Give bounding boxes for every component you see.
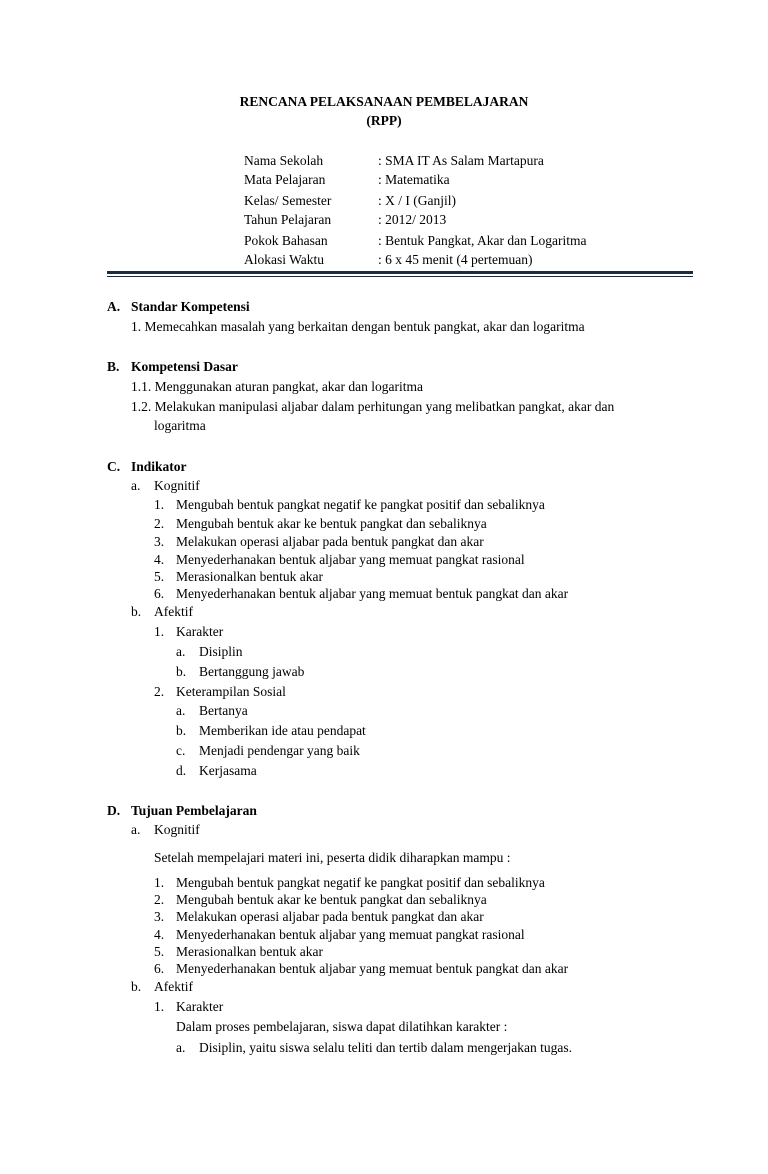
subsection-label: Keterampilan Sosial [176,684,286,699]
list-item: Memberikan ide atau pendapat [199,723,366,738]
info-label: Tahun Pelajaran [244,212,332,227]
document-subtitle: (RPP) [366,113,402,128]
list-number: 5. [154,569,165,584]
subsection-label: Kognitif [154,822,200,837]
section-b-item: 1.1. Menggunakan aturan pangkat, akar dan logaritma [131,379,424,394]
list-marker: b. [131,604,142,619]
list-number: b. [176,664,187,679]
list-item: Kerjasama [199,763,257,778]
list-number: 6. [154,961,165,976]
header-divider [107,271,693,274]
list-item: Merasionalkan bentuk akar [176,569,323,584]
list-number: 3. [154,534,165,549]
section-d-letter: D. [107,803,121,818]
subsection-label: Karakter [176,624,224,639]
list-item: Menyederhanakan bentuk aljabar yang memuat pangkat rasional [176,927,525,942]
list-number: d. [176,763,187,778]
list-number: 1. [154,999,165,1014]
subsection-label: Afektif [154,604,193,619]
list-number: 2. [154,892,165,907]
list-number: a. [176,644,186,659]
subsection-label: Karakter [176,999,224,1014]
list-item: Bertanya [199,703,248,718]
section-b-title: Kompetensi Dasar [131,359,238,374]
intro-text: Dalam proses pembelajaran, siswa dapat dilatihkan karakter : [176,1019,508,1034]
info-label: Nama Sekolah [244,153,324,168]
list-number: b. [176,723,187,738]
info-label: Kelas/ Semester [244,193,332,208]
info-value: : Bentuk Pangkat, Akar dan Logaritma [378,233,587,248]
list-item: Mengubah bentuk akar ke bentuk pangkat dan sebaliknya [176,516,487,531]
section-a-letter: A. [107,299,121,314]
list-number: 3. [154,909,165,924]
list-item: Mengubah bentuk akar ke bentuk pangkat dan sebaliknya [176,892,487,907]
list-number: 5. [154,944,165,959]
section-a-item: 1. Memecahkan masalah yang berkaitan dengan bentuk pangkat, akar dan logaritma [131,319,585,334]
subsection-label: Kognitif [154,478,200,493]
list-number: 6. [154,586,165,601]
list-number: 4. [154,927,165,942]
section-b-item-cont: logaritma [154,418,206,433]
info-value: : X / I (Ganjil) [378,193,456,208]
list-item: Menyederhanakan bentuk aljabar yang memuat bentuk pangkat dan akar [176,586,569,601]
list-number: 2. [154,516,165,531]
intro-text: Setelah mempelajari materi ini, peserta didik diharapkan mampu : [154,850,511,865]
section-c-title: Indikator [131,459,187,474]
list-number: 1. [154,497,165,512]
list-item: Melakukan operasi aljabar pada bentuk pangkat dan akar [176,534,484,549]
list-item: Disiplin, yaitu siswa selalu teliti dan tertib dalam mengerjakan tugas. [199,1040,573,1055]
list-item: Merasionalkan bentuk akar [176,944,323,959]
list-item: Melakukan operasi aljabar pada bentuk pangkat dan akar [176,909,484,924]
info-label: Alokasi Waktu [244,252,325,267]
section-b-letter: B. [107,359,120,374]
section-b-item: 1.2. Melakukan manipulasi aljabar dalam perhitungan yang melibatkan pangkat, akar dan [131,399,615,414]
list-item: Menjadi pendengar yang baik [199,743,360,758]
section-a-title: Standar Kompetensi [131,299,250,314]
info-label: Mata Pelajaran [244,172,326,187]
list-item: Mengubah bentuk pangkat negatif ke pangkat positif dan sebaliknya [176,875,545,890]
list-number: 1. [154,624,165,639]
list-marker: a. [131,478,141,493]
list-number: 4. [154,552,165,567]
info-value: : Matematika [378,172,450,187]
list-number: a. [176,703,186,718]
info-value: : 6 x 45 menit (4 pertemuan) [378,252,533,267]
info-value: : SMA IT As Salam Martapura [378,153,544,168]
section-c-letter: C. [107,459,121,474]
header-divider-thin [107,276,693,277]
list-item: Disiplin [199,644,243,659]
list-item: Menyederhanakan bentuk aljabar yang memuat bentuk pangkat dan akar [176,961,569,976]
list-marker: a. [131,822,141,837]
list-number: c. [176,743,186,758]
list-item: Menyederhanakan bentuk aljabar yang memuat pangkat rasional [176,552,525,567]
list-item: Mengubah bentuk pangkat negatif ke pangkat positif dan sebaliknya [176,497,545,512]
section-d-title: Tujuan Pembelajaran [131,803,257,818]
list-marker: b. [131,979,142,994]
info-label: Pokok Bahasan [244,233,328,248]
document-title: RENCANA PELAKSANAAN PEMBELAJARAN [239,94,529,109]
list-item: Bertanggung jawab [199,664,305,679]
list-number: 1. [154,875,165,890]
list-number: 2. [154,684,165,699]
subsection-label: Afektif [154,979,193,994]
list-number: a. [176,1040,186,1055]
info-value: : 2012/ 2013 [378,212,447,227]
